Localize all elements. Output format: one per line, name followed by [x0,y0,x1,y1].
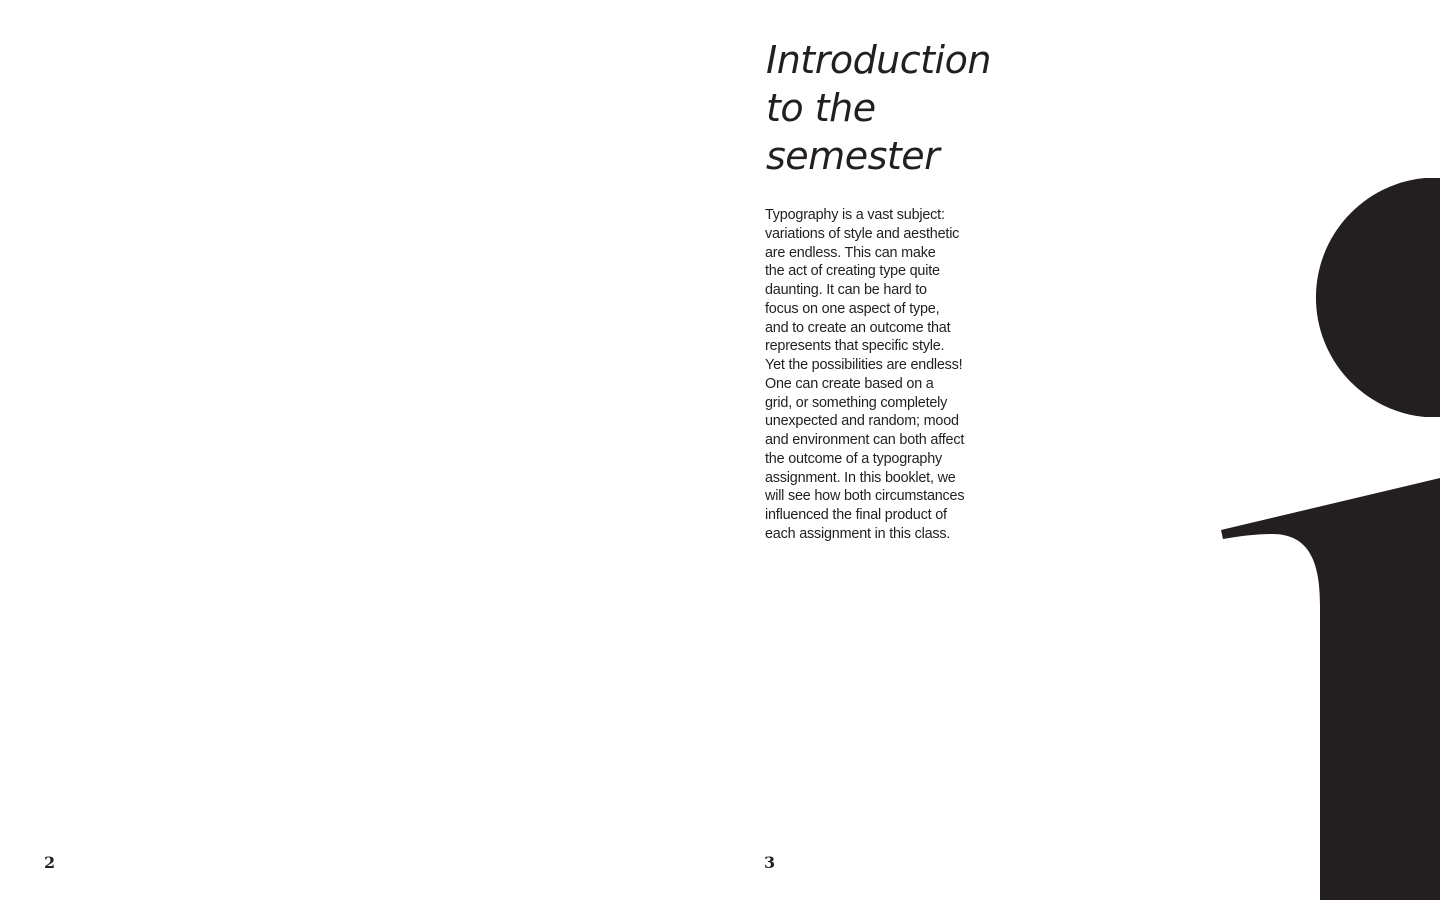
text-line: daunting. It can be hard to [765,282,927,298]
text-line: and environment can both affect [765,432,965,448]
text-line: and to create an outcome that [765,319,951,336]
text-line: unexpected and random; mood [765,413,959,430]
text-line: the outcome of a typography [765,450,942,467]
text-line: grid, or something completely [765,394,948,411]
text-line: influenced the final product of [765,507,947,523]
page-number-left: 2 [44,853,56,872]
page-title [766,36,991,180]
text-line: are endless. This can make [765,244,936,261]
title-line: semester [766,134,940,178]
text-line: variations of style and aesthetic [765,225,960,242]
page-number-right: 3 [764,853,776,872]
text-line: represents that specific style. [765,338,945,355]
intro-paragraph [765,206,964,544]
title-line: to the [766,86,876,130]
text-line: Typography is a vast subject: [765,207,945,223]
text-line: the act of creating type quite [765,263,940,280]
text-line: each assignment in this class. [765,525,951,542]
text-line: assignment. In this booklet, we [765,469,956,486]
title-line: Introduction [766,38,991,82]
text-line: Yet the possibilities are endless! [765,357,963,373]
text-line: focus on one aspect of type, [765,300,940,317]
right-page [720,0,1440,900]
text-line: will see how both circumstances [765,488,965,505]
text-line: One can create based on a [765,375,934,392]
